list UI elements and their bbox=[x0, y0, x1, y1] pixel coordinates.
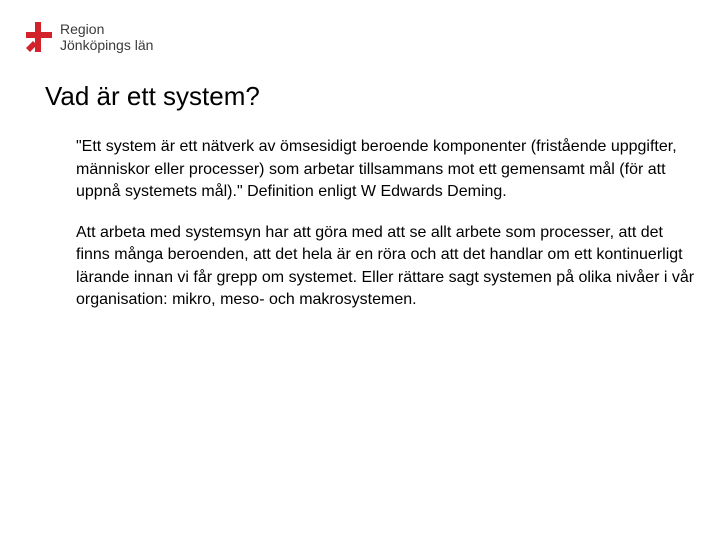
logo-text bbox=[60, 21, 153, 53]
definition-paragraph: "Ett system är ett nätverk av ömsesidigt beroende komponenter (fristående uppgifter, människor eller processer) som arbetar tillsammans mot ett gemensamt mål (för att uppnå systemets mål)." Definition enligt W Edwards Deming. bbox=[76, 138, 677, 200]
slide-body bbox=[76, 136, 696, 330]
region-logo bbox=[24, 20, 153, 54]
region-cross-logo-icon bbox=[24, 20, 54, 54]
logo-line-2: Jönköpings län bbox=[60, 37, 154, 53]
slide-title: Vad är ett system? bbox=[45, 81, 260, 111]
logo-line-1: Region bbox=[60, 21, 105, 37]
systems-thinking-paragraph: Att arbeta med systemsyn har att göra med att se allt arbete som processer, att det finns många beroenden, att det hela är en röra och att det handlar om ett kontinuerligt lärande innan vi får grepp om systemet. Eller rättare sagt systemen på olika nivåer i vår organisation: mikro, meso- och makrosystemen. bbox=[76, 223, 695, 308]
